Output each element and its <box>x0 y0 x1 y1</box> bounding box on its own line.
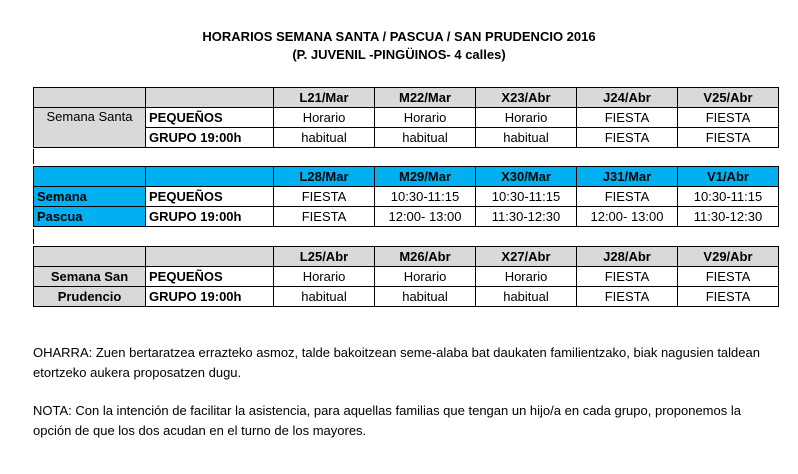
day-header: V25/Abr <box>678 88 779 108</box>
day-header: J28/Abr <box>577 247 678 267</box>
day-header: M29/Mar <box>375 167 476 187</box>
schedule-cell: Horario <box>375 267 476 287</box>
row-label-group: GRUPO 19:00h <box>146 207 274 227</box>
day-header: J24/Abr <box>577 88 678 108</box>
schedule-cell: FIESTA <box>678 108 779 128</box>
day-header: L21/Mar <box>274 88 375 108</box>
day-header: J31/Mar <box>577 167 678 187</box>
table-row <box>34 187 779 207</box>
schedule-cell: FIESTA <box>577 267 678 287</box>
section-name-line2: Prudencio <box>34 287 146 307</box>
schedule-cell: habitual <box>476 287 577 307</box>
corner-cell <box>34 247 146 267</box>
row-label-small: PEQUEÑOS <box>146 187 274 207</box>
schedule-cell: 10:30-11:15 <box>678 187 779 207</box>
page-subtitle: (P. JUVENIL -PINGÜINOS- 4 calles) <box>292 47 506 62</box>
day-header: L25/Abr <box>274 247 375 267</box>
schedule-table-semana-santa <box>33 87 779 148</box>
corner-cell <box>146 88 274 108</box>
schedule-cell: habitual <box>476 128 577 148</box>
row-label-small: PEQUEÑOS <box>146 267 274 287</box>
schedule-cell: habitual <box>375 128 476 148</box>
schedule-cell: FIESTA <box>577 187 678 207</box>
schedule-cell: 12:00- 13:00 <box>375 207 476 227</box>
divider-line <box>33 149 34 164</box>
header-row <box>34 167 779 187</box>
schedule-cell: Horario <box>274 108 375 128</box>
schedule-cell: Horario <box>476 267 577 287</box>
schedule-cell: FIESTA <box>274 207 375 227</box>
table-row <box>34 128 779 148</box>
section-name-line1: Semana <box>34 187 146 207</box>
corner-cell <box>146 247 274 267</box>
day-header: X30/Mar <box>476 167 577 187</box>
day-header: V1/Abr <box>678 167 779 187</box>
row-label-group: GRUPO 19:00h <box>146 287 274 307</box>
schedule-cell: Horario <box>375 108 476 128</box>
corner-cell <box>34 88 146 108</box>
schedule-cell: 11:30-12:30 <box>678 207 779 227</box>
corner-cell <box>34 167 146 187</box>
schedule-cell: FIESTA <box>577 108 678 128</box>
row-label-group: GRUPO 19:00h <box>146 128 274 148</box>
day-header: M22/Mar <box>375 88 476 108</box>
schedule-cell: Horario <box>274 267 375 287</box>
schedule-cell: FIESTA <box>678 267 779 287</box>
day-header: X23/Abr <box>476 88 577 108</box>
table-row <box>34 207 779 227</box>
header-row <box>34 247 779 267</box>
corner-cell <box>146 167 274 187</box>
divider-line <box>33 229 34 244</box>
schedule-cell: FIESTA <box>678 287 779 307</box>
header-row <box>34 88 779 108</box>
day-header: X27/Abr <box>476 247 577 267</box>
section-name-line1: Semana San <box>34 267 146 287</box>
schedule-cell: FIESTA <box>274 187 375 207</box>
schedule-cell: 10:30-11:15 <box>476 187 577 207</box>
schedule-cell: FIESTA <box>678 128 779 148</box>
schedule-table-san-prudencio <box>33 246 779 307</box>
note-spanish: NOTA: Con la intención de facilitar la asistencia, para aquellas familias que tengan un hijo/a en cada grupo, proponemos la opción de que los dos acudan en el turno de los mayores. <box>33 403 741 438</box>
page-title: HORARIOS SEMANA SANTA / PASCUA / SAN PRUDENCIO 2016 <box>202 29 596 44</box>
schedule-cell: FIESTA <box>577 287 678 307</box>
row-label-small: PEQUEÑOS <box>146 108 274 128</box>
table-row <box>34 108 779 128</box>
schedule-cell: 10:30-11:15 <box>375 187 476 207</box>
schedule-cell: habitual <box>274 287 375 307</box>
schedule-cell: FIESTA <box>577 128 678 148</box>
note-basque: OHARRA: Zuen bertaratzea errazteko asmoz, talde bakoitzean seme-alaba bat daukaten familientzako, biak nagusien taldean etortzeko aukera proposatzen dugu. <box>33 345 760 380</box>
day-header: L28/Mar <box>274 167 375 187</box>
schedule-table-semana-pascua <box>33 166 779 227</box>
table-row <box>34 287 779 307</box>
table-row <box>34 267 779 287</box>
schedule-cell: habitual <box>375 287 476 307</box>
schedule-cell: 11:30-12:30 <box>476 207 577 227</box>
section-name-line2: Pascua <box>34 207 146 227</box>
schedule-cell: 12:00- 13:00 <box>577 207 678 227</box>
day-header: M26/Abr <box>375 247 476 267</box>
schedule-cell: Horario <box>476 108 577 128</box>
schedule-cell: habitual <box>274 128 375 148</box>
section-name: Semana Santa <box>34 108 146 148</box>
day-header: V29/Abr <box>678 247 779 267</box>
